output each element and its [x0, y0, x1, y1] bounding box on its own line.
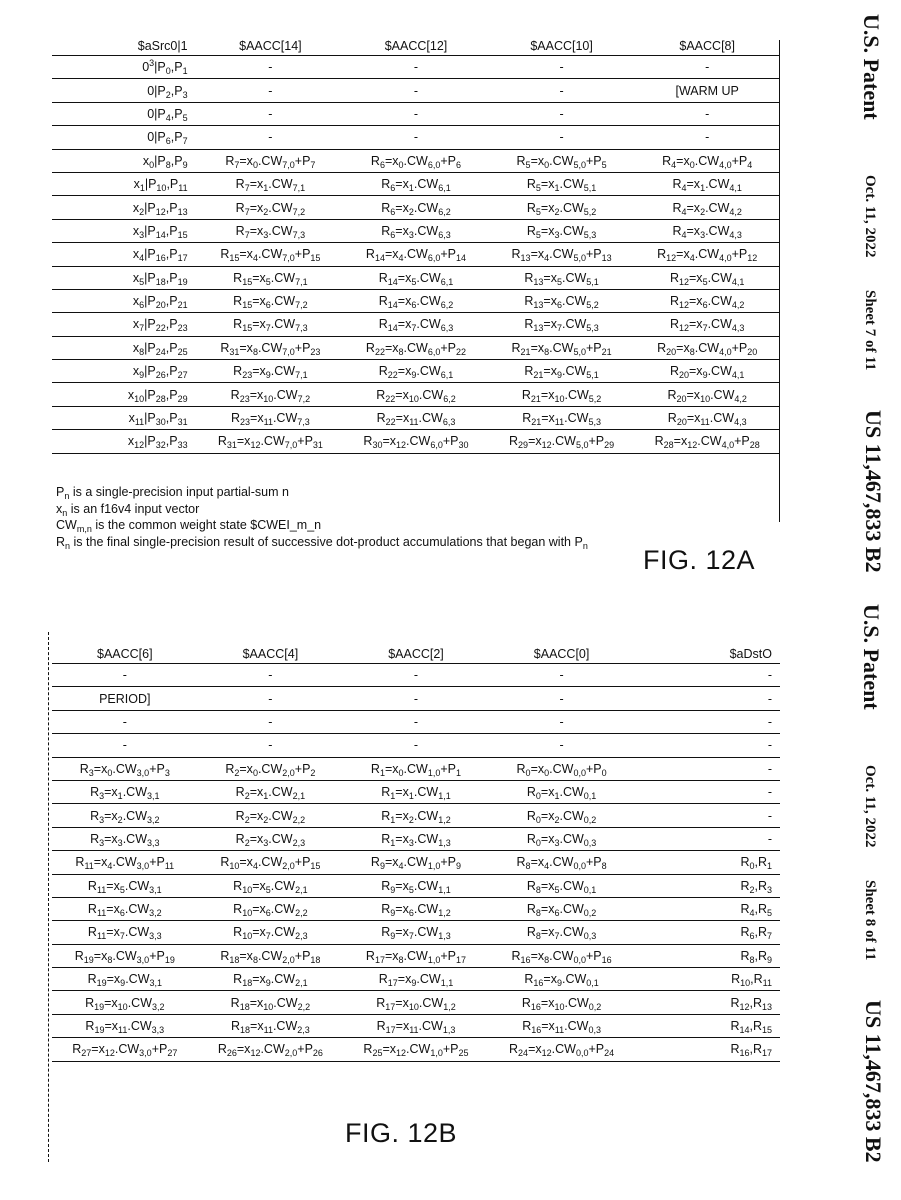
figure-12b-table-cell: $R_{18}=x_8.CW_{2,0}+P_{18}$ — [198, 944, 344, 967]
figure-12a-table — [52, 36, 780, 454]
figure-12a-table-cell: $R_{20}=x_8.CW_{4,0}+P_{20}$ — [634, 336, 780, 359]
figure-12b-table-cell: $R_4,R_5$ — [634, 897, 780, 920]
figure-12b-table-cell: $R_9=x_7.CW_{1,3}$ — [343, 921, 489, 944]
figure-12a-table-cell: $R_{22}=x_{10}.CW_{6,2}$ — [343, 383, 489, 406]
figure-12b — [52, 644, 780, 1062]
sheet7-sheet-number: Sheet 7 of 11 — [862, 290, 878, 371]
figure-12b-table-cell: - — [198, 710, 344, 733]
figure-12b-column-header: $AACC[6] — [52, 644, 198, 664]
figure-12a-table-cell: $0|P_4,P_5$ — [52, 102, 198, 125]
sheet7-date: Oct. 11, 2022 — [862, 175, 878, 258]
figure-12b-table-cell: - — [343, 710, 489, 733]
figure-12a-table-cell: $R_6=x_0.CW_{6,0}+P_6$ — [343, 149, 489, 172]
figure-12b-table-cell: $R_{11}=x_6.CW_{3,2}$ — [52, 897, 198, 920]
figure-12b-table-cell: - — [634, 827, 780, 850]
figure-12a-table-cell: - — [343, 102, 489, 125]
figure-12a-table-cell: $R_{22}=x_8.CW_{6,0}+P_{22}$ — [343, 336, 489, 359]
figure-12b-table-cell: - — [52, 734, 198, 757]
figure-12b-table-row — [52, 968, 780, 991]
figure-12a-column-header: $AACC[10] — [489, 36, 635, 56]
figure-12a-table-cell: $R_{23}=x_9.CW_{7,1}$ — [198, 360, 344, 383]
sheet8-patent-number: US 11,467,833 B2 — [861, 1000, 886, 1163]
figure-12a-table-row — [52, 172, 780, 195]
figure-12a-table-cell: $R_{14}=x_6.CW_{6,2}$ — [343, 289, 489, 312]
figure-12a-table-cell: - — [634, 102, 780, 125]
figure-12a-table-cell: $R_7=x_2.CW_{7,2}$ — [198, 196, 344, 219]
figure-12a-table-row — [52, 430, 780, 453]
sheet8-sheet-number: Sheet 8 of 11 — [862, 880, 878, 961]
figure-12b-table-cell: $R_{17}=x_{11}.CW_{1,3}$ — [343, 1014, 489, 1037]
figure-12a-table-cell: $R_4=x_0.CW_{4,0}+P_4$ — [634, 149, 780, 172]
figure-12b-table-cell: $R_{16}=x_9.CW_{0,1}$ — [489, 968, 635, 991]
figure-12b-table-row — [52, 710, 780, 733]
figure-12a-table-cell: - — [343, 79, 489, 102]
figure-12a-table-cell: $R_{20}=x_{10}.CW_{4,2}$ — [634, 383, 780, 406]
figure-12a-table-cell: $R_{12}=x_4.CW_{4,0}+P_{12}$ — [634, 243, 780, 266]
figure-12a-table-cell: $x_{11}|P_{30},P_{31}$ — [52, 406, 198, 429]
figure-12a-table-cell: $R_{30}=x_{12}.CW_{6,0}+P_{30}$ — [343, 430, 489, 453]
figure-12b-table-cell: $R_{16}=x_{11}.CW_{0,3}$ — [489, 1014, 635, 1037]
figure-12a-legend — [56, 484, 588, 551]
figure-12b-table-cell: $R_{18}=x_{10}.CW_{2,2}$ — [198, 991, 344, 1014]
sheet7-patent-number: US 11,467,833 B2 — [861, 410, 886, 573]
figure-12b-table-cell: $R_0=x_3.CW_{0,3}$ — [489, 827, 635, 850]
legend-line: $x_n$ is an f16v4 input vector — [56, 501, 200, 518]
figure-12b-table-cell: $R_1=x_3.CW_{1,3}$ — [343, 827, 489, 850]
figure-12b-table-cell: $R_3=x_3.CW_{3,3}$ — [52, 827, 198, 850]
figure-12a-table-cell: - — [198, 56, 344, 79]
figure-12a-table-cell: $R_{23}=x_{11}.CW_{7,3}$ — [198, 406, 344, 429]
figure-12b-table-row — [52, 687, 780, 710]
figure-12b-column-header: $AACC[0] — [489, 644, 635, 664]
figure-12a-table-row — [52, 406, 780, 429]
figure-12a-table-cell: $x_7|P_{22},P_{23}$ — [52, 313, 198, 336]
figure-12a-table-cell: - — [198, 126, 344, 149]
figure-12b-table-cell: - — [52, 710, 198, 733]
figure-12b-table-cell: - — [52, 664, 198, 687]
figure-12a-table-cell: $R_{12}=x_5.CW_{4,1}$ — [634, 266, 780, 289]
figure-12b-table-cell: - — [634, 710, 780, 733]
figure-12b-table-cell: $R_{10}=x_5.CW_{2,1}$ — [198, 874, 344, 897]
legend-line: $P_n$ is a single-precision input partial-sum n — [56, 485, 289, 501]
figure-12b-table-cell: - — [198, 734, 344, 757]
sheet8-patent-header: U.S. Patent — [859, 604, 884, 710]
figure-12b-table-cell: $R_{26}=x_{12}.CW_{2,0}+P_{26}$ — [198, 1038, 344, 1061]
figure-12b-table-cell: $R_9=x_4.CW_{1,0}+P_9$ — [343, 851, 489, 874]
figure-12a-table-cell: - — [634, 126, 780, 149]
figure-12a-table-cell: - — [489, 79, 635, 102]
figure-12b-table-row — [52, 827, 780, 850]
figure-12a-table-cell: $R_{31}=x_{12}.CW_{7,0}+P_{31}$ — [198, 430, 344, 453]
figure-12b-table-cell: $R_{18}=x_{11}.CW_{2,3}$ — [198, 1014, 344, 1037]
sheet7-patent-header: U.S. Patent — [859, 14, 884, 120]
figure-12a-table-cell: $R_{20}=x_9.CW_{4,1}$ — [634, 360, 780, 383]
figure-12a-table-row — [52, 313, 780, 336]
figure-12b-table-cell: $R_{10}=x_4.CW_{2,0}+P_{15}$ — [198, 851, 344, 874]
figure-12a-table-cell: $R_6=x_1.CW_{6,1}$ — [343, 172, 489, 195]
figure-12a-table-cell: $R_{13}=x_4.CW_{5,0}+P_{13}$ — [489, 243, 635, 266]
figure-12a-table-row — [52, 79, 780, 102]
figure-12a-table-cell: $R_{15}=x_7.CW_{7,3}$ — [198, 313, 344, 336]
figure-12a-table-cell: $R_6=x_3.CW_{6,3}$ — [343, 219, 489, 242]
figure-12b-table-cell: - — [343, 687, 489, 710]
figure-12b-table-cell: $R_8=x_5.CW_{0,1}$ — [489, 874, 635, 897]
figure-12a-table-cell: $x_{10}|P_{28},P_{29}$ — [52, 383, 198, 406]
figure-12b-table-cell: $R_{11}=x_5.CW_{3,1}$ — [52, 874, 198, 897]
figure-12a-table-cell: - — [343, 56, 489, 79]
figure-12b-table-row — [52, 734, 780, 757]
figure-12b-table-cell: - — [634, 734, 780, 757]
figure-12a-table-cell: $R_{29}=x_{12}.CW_{5,0}+P_{29}$ — [489, 430, 635, 453]
figure-12a-table-cell: $R_{23}=x_{10}.CW_{7,2}$ — [198, 383, 344, 406]
figure-12b-left-rule — [48, 632, 49, 1162]
figure-12b-column-header: $aDstO — [634, 644, 780, 664]
figure-12b-table-cell: $R_2=x_1.CW_{2,1}$ — [198, 780, 344, 803]
figure-12b-table-cell: $R_{17}=x_9.CW_{1,1}$ — [343, 968, 489, 991]
figure-12a-table-cell: $R_{15}=x_4.CW_{7,0}+P_{15}$ — [198, 243, 344, 266]
figure-12b-table-cell: - — [198, 687, 344, 710]
figure-12b-table-cell: - — [634, 687, 780, 710]
figure-12a-table-cell: [WARM UP — [634, 79, 780, 102]
figure-12a-table-cell: $R_{21}=x_8.CW_{5,0}+P_{21}$ — [489, 336, 635, 359]
figure-12a-table-cell: - — [198, 79, 344, 102]
figure-12a-table-cell: $R_{13}=x_7.CW_{5,3}$ — [489, 313, 635, 336]
figure-12b-table-cell: $R_{19}=x_{11}.CW_{3,3}$ — [52, 1014, 198, 1037]
figure-12a-table-cell: $x_0|P_8,P_9$ — [52, 149, 198, 172]
figure-12b-label: FIG. 12B — [345, 1118, 458, 1148]
figure-12b-table-cell: $R_{17}=x_8.CW_{1,0}+P_{17}$ — [343, 944, 489, 967]
figure-12b-table-cell: $R_{19}=x_9.CW_{3,1}$ — [52, 968, 198, 991]
figure-12a-table-cell: $R_{22}=x_9.CW_{6,1}$ — [343, 360, 489, 383]
figure-12a-column-header: $aSrc0|1 — [52, 36, 198, 56]
figure-12a-table-cell: $R_{21}=x_{11}.CW_{5,3}$ — [489, 406, 635, 429]
figure-12a-table-row — [52, 126, 780, 149]
figure-12a-table-cell: $x_{12}|P_{32},P_{33}$ — [52, 430, 198, 453]
figure-12a-table-cell: $R_{12}=x_7.CW_{4,3}$ — [634, 313, 780, 336]
figure-12b-table-cell: - — [489, 687, 635, 710]
figure-12b-table-cell: PERIOD] — [52, 687, 198, 710]
figure-12b-table-cell: - — [634, 780, 780, 803]
figure-12a-header-row — [52, 36, 780, 56]
figure-12b-table-cell: $R_8=x_7.CW_{0,3}$ — [489, 921, 635, 944]
figure-12a-table-cell: - — [489, 56, 635, 79]
figure-12a-table-cell: $0|P_6,P_7$ — [52, 126, 198, 149]
figure-12b-table-cell: - — [489, 710, 635, 733]
figure-12a-table-cell: $x_8|P_{24},P_{25}$ — [52, 336, 198, 359]
figure-12b-table-cell: $R_{19}=x_{10}.CW_{3,2}$ — [52, 991, 198, 1014]
figure-12a-table-cell: $R_{14}=x_5.CW_{6,1}$ — [343, 266, 489, 289]
figure-12a-table-cell: $R_7=x_1.CW_{7,1}$ — [198, 172, 344, 195]
legend-line: $CW_{m,n}$ is the common weight state $CWEI_m_n — [56, 518, 322, 535]
figure-12a-table-row — [52, 360, 780, 383]
figure-12a-table-row — [52, 289, 780, 312]
figure-12b-table-cell: $R_3=x_0.CW_{3,0}+P_3$ — [52, 757, 198, 780]
figure-12b-table-row — [52, 897, 780, 920]
figure-12a-table-row — [52, 243, 780, 266]
figure-12b-table-cell: $R_0=x_1.CW_{0,1}$ — [489, 780, 635, 803]
figure-12b-table-cell: $R_1=x_2.CW_{1,2}$ — [343, 804, 489, 827]
figure-12b-table-cell: $R_{24}=x_{12}.CW_{0,0}+P_{24}$ — [489, 1038, 635, 1061]
figure-12a-column-header: $AACC[12] — [343, 36, 489, 56]
figure-12a-table-cell: $0^3|P_0,P_1$ — [52, 56, 198, 79]
figure-12b-table-cell: $R_{11}=x_4.CW_{3,0}+P_{11}$ — [52, 851, 198, 874]
figure-12b-table-row — [52, 874, 780, 897]
figure-12b-table-cell: $R_{16},R_{17}$ — [634, 1038, 780, 1061]
figure-12b-table-cell: $R_9=x_5.CW_{1,1}$ — [343, 874, 489, 897]
figure-12b-table-cell: $R_1=x_1.CW_{1,1}$ — [343, 780, 489, 803]
figure-12b-header-row — [52, 644, 780, 664]
figure-12b-table-cell: $R_6,R_7$ — [634, 921, 780, 944]
figure-12a-table-cell: $R_5=x_1.CW_{5,1}$ — [489, 172, 635, 195]
figure-12a-table-row — [52, 383, 780, 406]
figure-12b-table-cell: $R_1=x_0.CW_{1,0}+P_1$ — [343, 757, 489, 780]
figure-12a-table-cell: $R_6=x_2.CW_{6,2}$ — [343, 196, 489, 219]
figure-12b-table-cell: $R_3=x_1.CW_{3,1}$ — [52, 780, 198, 803]
figure-12a-table-cell: $0|P_2,P_3$ — [52, 79, 198, 102]
figure-12a — [52, 36, 780, 454]
figure-12a-table-cell: $R_7=x_0.CW_{7,0}+P_7$ — [198, 149, 344, 172]
figure-12b-table-cell: $R_0,R_1$ — [634, 851, 780, 874]
figure-12a-table-cell: $R_{12}=x_6.CW_{4,2}$ — [634, 289, 780, 312]
figure-12b-table-cell: $R_{10}=x_7.CW_{2,3}$ — [198, 921, 344, 944]
figure-12b-table-cell: $R_3=x_2.CW_{3,2}$ — [52, 804, 198, 827]
figure-12b-table-cell: $R_0=x_2.CW_{0,2}$ — [489, 804, 635, 827]
figure-12a-right-rule — [779, 40, 780, 522]
figure-12b-table-cell: - — [198, 664, 344, 687]
figure-12b-table-row — [52, 664, 780, 687]
figure-12a-table-cell: - — [343, 126, 489, 149]
figure-12b-column-header: $AACC[4] — [198, 644, 344, 664]
figure-12a-table-cell: $x_2|P_{12},P_{13}$ — [52, 196, 198, 219]
figure-12b-table-cell: - — [489, 664, 635, 687]
figure-12a-table-cell: $R_{21}=x_9.CW_{5,1}$ — [489, 360, 635, 383]
figure-12a-table-row — [52, 102, 780, 125]
figure-12b-table-row — [52, 851, 780, 874]
figure-12b-table-cell: $R_8=x_6.CW_{0,2}$ — [489, 897, 635, 920]
figure-12b-table-cell: $R_8,R_9$ — [634, 944, 780, 967]
figure-12b-table-cell: $R_0=x_0.CW_{0,0}+P_0$ — [489, 757, 635, 780]
figure-12a-table-cell: $R_{15}=x_5.CW_{7,1}$ — [198, 266, 344, 289]
figure-12a-table-cell: - — [489, 126, 635, 149]
figure-12a-table-row — [52, 149, 780, 172]
figure-12b-table-cell: - — [489, 734, 635, 757]
figure-12b-table-row — [52, 944, 780, 967]
figure-12a-table-cell: $R_5=x_2.CW_{5,2}$ — [489, 196, 635, 219]
figure-12b-table-cell: - — [343, 734, 489, 757]
figure-12b-table-cell: $R_{12},R_{13}$ — [634, 991, 780, 1014]
figure-12b-table-row — [52, 780, 780, 803]
figure-12b-table-cell: $R_{14},R_{15}$ — [634, 1014, 780, 1037]
figure-12b-table-cell: $R_{10}=x_6.CW_{2,2}$ — [198, 897, 344, 920]
figure-12a-table-cell: $R_{15}=x_6.CW_{7,2}$ — [198, 289, 344, 312]
figure-12b-column-header: $AACC[2] — [343, 644, 489, 664]
figure-12b-table-cell: - — [343, 664, 489, 687]
figure-12a-table-cell: $x_1|P_{10},P_{11}$ — [52, 172, 198, 195]
figure-12a-table-cell: $R_{13}=x_6.CW_{5,2}$ — [489, 289, 635, 312]
figure-12a-table-cell: - — [198, 102, 344, 125]
figure-12a-table-cell: $R_5=x_3.CW_{5,3}$ — [489, 219, 635, 242]
figure-12b-table-cell: $R_2=x_0.CW_{2,0}+P_2$ — [198, 757, 344, 780]
figure-12a-table-cell: $R_4=x_2.CW_{4,2}$ — [634, 196, 780, 219]
figure-12b-table-cell: - — [634, 664, 780, 687]
figure-12a-table-cell: $x_4|P_{16},P_{17}$ — [52, 243, 198, 266]
figure-12a-table-cell: $R_7=x_3.CW_{7,3}$ — [198, 219, 344, 242]
figure-12b-table-cell: $R_{11}=x_7.CW_{3,3}$ — [52, 921, 198, 944]
figure-12b-table-cell: $R_2,R_3$ — [634, 874, 780, 897]
figure-12a-table-cell: $x_6|P_{20},P_{21}$ — [52, 289, 198, 312]
figure-12b-table-row — [52, 804, 780, 827]
figure-12a-label: FIG. 12A — [643, 545, 756, 575]
figure-12b-table-cell: $R_2=x_2.CW_{2,2}$ — [198, 804, 344, 827]
figure-12b-table-cell: $R_{17}=x_{10}.CW_{1,2}$ — [343, 991, 489, 1014]
figure-12a-table-row — [52, 219, 780, 242]
figure-12a-table-cell: - — [634, 56, 780, 79]
figure-12b-table-cell: $R_{25}=x_{12}.CW_{1,0}+P_{25}$ — [343, 1038, 489, 1061]
figure-12a-table-cell: $x_5|P_{18},P_{19}$ — [52, 266, 198, 289]
figure-12a-table-cell: $R_5=x_0.CW_{5,0}+P_5$ — [489, 149, 635, 172]
figure-12a-table-row — [52, 266, 780, 289]
figure-12b-table-row — [52, 991, 780, 1014]
figure-12a-table-cell: $x_9|P_{26},P_{27}$ — [52, 360, 198, 383]
figure-12b-table-cell: - — [634, 757, 780, 780]
figure-12a-table-cell: $R_{14}=x_7.CW_{6,3}$ — [343, 313, 489, 336]
figure-12b-table-cell: $R_{16}=x_8.CW_{0,0}+P_{16}$ — [489, 944, 635, 967]
figure-12b-table-cell: $R_{10},R_{11}$ — [634, 968, 780, 991]
figure-12a-table-cell: $R_{28}=x_{12}.CW_{4,0}+P_{28}$ — [634, 430, 780, 453]
figure-12a-table-cell: $R_4=x_3.CW_{4,3}$ — [634, 219, 780, 242]
figure-12b-table-cell: $R_8=x_4.CW_{0,0}+P_8$ — [489, 851, 635, 874]
figure-12b-table-row — [52, 1038, 780, 1061]
figure-12a-table-cell: $R_4=x_1.CW_{4,1}$ — [634, 172, 780, 195]
figure-12b-table-cell: $R_{27}=x_{12}.CW_{3,0}+P_{27}$ — [52, 1038, 198, 1061]
figure-12b-table-row — [52, 1014, 780, 1037]
figure-12a-table-cell: $R_{20}=x_{11}.CW_{4,3}$ — [634, 406, 780, 429]
figure-12a-table-row — [52, 336, 780, 359]
figure-12b-table-cell: $R_{19}=x_8.CW_{3,0}+P_{19}$ — [52, 944, 198, 967]
figure-12a-column-header: $AACC[8] — [634, 36, 780, 56]
figure-12b-table-cell: $R_{16}=x_{10}.CW_{0,2}$ — [489, 991, 635, 1014]
figure-12b-table-cell: - — [634, 804, 780, 827]
figure-12a-column-header: $AACC[14] — [198, 36, 344, 56]
figure-12a-table-cell: $R_{31}=x_8.CW_{7,0}+P_{23}$ — [198, 336, 344, 359]
figure-12b-table-row — [52, 757, 780, 780]
figure-12a-table-cell: - — [489, 102, 635, 125]
figure-12b-table-cell: $R_2=x_3.CW_{2,3}$ — [198, 827, 344, 850]
figure-12a-table-row — [52, 56, 780, 79]
figure-12a-table-row — [52, 196, 780, 219]
figure-12a-table-cell: $x_3|P_{14},P_{15}$ — [52, 219, 198, 242]
figure-12a-table-cell: $R_{22}=x_{11}.CW_{6,3}$ — [343, 406, 489, 429]
sheet8-date: Oct. 11, 2022 — [862, 765, 878, 848]
figure-12a-table-cell: $R_{14}=x_4.CW_{6,0}+P_{14}$ — [343, 243, 489, 266]
figure-12b-table-cell: $R_9=x_6.CW_{1,2}$ — [343, 897, 489, 920]
figure-12a-table-cell: $R_{13}=x_5.CW_{5,1}$ — [489, 266, 635, 289]
figure-12b-table — [52, 644, 780, 1062]
figure-12a-table-cell: $R_{21}=x_{10}.CW_{5,2}$ — [489, 383, 635, 406]
legend-line: $R_n$ is the final single-precision result of successive dot-product accumulations that began with $P_n$ — [56, 535, 588, 552]
figure-12b-table-cell: $R_{18}=x_9.CW_{2,1}$ — [198, 968, 344, 991]
figure-12b-table-row — [52, 921, 780, 944]
